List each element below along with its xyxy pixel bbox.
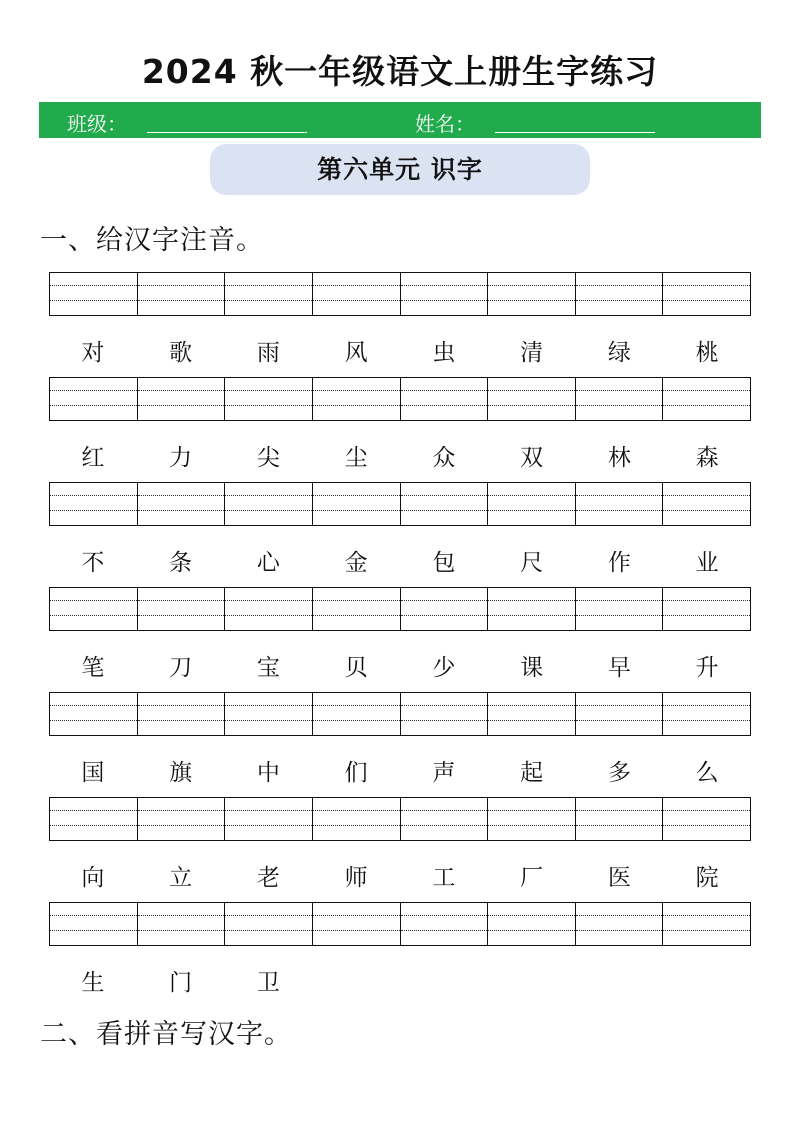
guide-line	[225, 915, 312, 916]
pinyin-writing-cell[interactable]	[576, 798, 664, 840]
hanzi-character: 宝	[256, 655, 280, 681]
hanzi-character: 旗	[169, 760, 193, 786]
guide-line	[488, 390, 575, 391]
guide-line	[138, 705, 225, 706]
guide-line	[663, 600, 750, 601]
guide-line	[50, 285, 137, 286]
hanzi-character: 升	[695, 655, 719, 681]
guide-line	[50, 615, 137, 616]
hanzi-character: 向	[81, 865, 105, 891]
hanzi-character: 不	[81, 550, 105, 576]
guide-line	[663, 615, 750, 616]
hanzi-character: 虫	[432, 340, 456, 366]
guide-line	[401, 915, 488, 916]
hanzi-character	[663, 964, 751, 997]
guide-line	[138, 810, 225, 811]
guide-line	[401, 390, 488, 391]
pinyin-writing-cell[interactable]	[576, 903, 664, 945]
guide-line	[313, 390, 400, 391]
pinyin-grid-row	[49, 482, 751, 526]
pinyin-writing-cell[interactable]	[663, 588, 750, 630]
hanzi-character: 众	[432, 445, 456, 471]
character-row	[49, 334, 751, 367]
hanzi-character: 国	[81, 760, 105, 786]
name-blank-line[interactable]	[495, 132, 655, 133]
pinyin-writing-cell[interactable]	[488, 378, 576, 420]
guide-line	[50, 930, 137, 931]
guide-line	[313, 510, 400, 511]
hanzi-character: 课	[520, 655, 544, 681]
pinyin-writing-cell[interactable]	[401, 273, 489, 315]
character-row	[49, 754, 751, 787]
pinyin-writing-cell[interactable]	[401, 798, 489, 840]
pinyin-writing-cell[interactable]	[663, 798, 750, 840]
section-heading-write: 二、看拼音写汉字。	[40, 1019, 292, 1050]
guide-line	[663, 300, 750, 301]
hanzi-character: 金	[344, 550, 368, 576]
guide-line	[576, 825, 663, 826]
guide-line	[488, 810, 575, 811]
hanzi-character: 少	[432, 655, 456, 681]
pinyin-writing-cell[interactable]	[663, 693, 750, 735]
student-info-bar	[39, 102, 761, 138]
guide-line	[576, 705, 663, 706]
hanzi-character: 立	[169, 865, 193, 891]
pinyin-writing-cell[interactable]	[401, 903, 489, 945]
guide-line	[225, 390, 312, 391]
hanzi-character: 心	[256, 550, 280, 576]
hanzi-character: 生	[81, 970, 105, 996]
worksheet-title: 2024 秋一年级语文上册生字练习	[141, 52, 659, 91]
hanzi-character: 刀	[169, 655, 193, 681]
hanzi-character: 多	[607, 760, 631, 786]
hanzi-character: 绿	[607, 340, 631, 366]
guide-line	[313, 300, 400, 301]
guide-line	[225, 720, 312, 721]
guide-line	[138, 720, 225, 721]
hanzi-character: 风	[344, 340, 368, 366]
guide-line	[225, 405, 312, 406]
pinyin-writing-cell[interactable]	[663, 903, 750, 945]
hanzi-character: 尺	[520, 550, 544, 576]
pinyin-writing-cell[interactable]	[576, 378, 664, 420]
hanzi-character: 条	[169, 550, 193, 576]
guide-line	[138, 285, 225, 286]
guide-line	[488, 705, 575, 706]
pinyin-writing-cell[interactable]	[663, 273, 750, 315]
pinyin-writing-cell[interactable]	[313, 903, 401, 945]
guide-line	[401, 495, 488, 496]
pinyin-writing-cell[interactable]	[313, 693, 401, 735]
guide-line	[488, 615, 575, 616]
pinyin-writing-cell[interactable]	[50, 693, 138, 735]
section-heading-pinyin: 一、给汉字注音。	[40, 225, 264, 256]
pinyin-writing-cell[interactable]	[225, 798, 313, 840]
hanzi-character	[312, 964, 400, 997]
pinyin-writing-cell[interactable]	[576, 693, 664, 735]
guide-line	[576, 405, 663, 406]
guide-line	[663, 405, 750, 406]
guide-line	[225, 510, 312, 511]
guide-line	[138, 495, 225, 496]
guide-line	[663, 720, 750, 721]
pinyin-grid-row	[49, 692, 751, 736]
guide-line	[50, 600, 137, 601]
hanzi-character: 门	[169, 970, 193, 996]
guide-line	[50, 390, 137, 391]
guide-line	[488, 720, 575, 721]
guide-line	[401, 285, 488, 286]
guide-line	[138, 390, 225, 391]
pinyin-writing-cell[interactable]	[50, 798, 138, 840]
hanzi-character: 们	[344, 760, 368, 786]
pinyin-writing-cell[interactable]	[225, 903, 313, 945]
character-row	[49, 859, 751, 892]
hanzi-character: 包	[432, 550, 456, 576]
guide-line	[225, 615, 312, 616]
pinyin-writing-cell[interactable]	[576, 483, 664, 525]
guide-line	[488, 405, 575, 406]
pinyin-writing-cell[interactable]	[138, 693, 226, 735]
character-row	[49, 964, 751, 997]
guide-line	[663, 705, 750, 706]
guide-line	[576, 510, 663, 511]
guide-line	[138, 915, 225, 916]
pinyin-writing-cell[interactable]	[313, 273, 401, 315]
hanzi-character: 院	[695, 865, 719, 891]
guide-line	[313, 615, 400, 616]
guide-line	[313, 825, 400, 826]
pinyin-writing-cell[interactable]	[138, 378, 226, 420]
pinyin-writing-cell[interactable]	[313, 378, 401, 420]
hanzi-character: 清	[520, 340, 544, 366]
pinyin-writing-cell[interactable]	[313, 588, 401, 630]
guide-line	[576, 810, 663, 811]
hanzi-character: 双	[520, 445, 544, 471]
guide-line	[488, 600, 575, 601]
pinyin-writing-cell[interactable]	[576, 273, 664, 315]
pinyin-writing-cell[interactable]	[138, 588, 226, 630]
pinyin-writing-cell[interactable]	[663, 378, 750, 420]
pinyin-writing-cell[interactable]	[488, 483, 576, 525]
guide-line	[401, 930, 488, 931]
pinyin-writing-cell[interactable]	[50, 903, 138, 945]
pinyin-writing-cell[interactable]	[50, 483, 138, 525]
guide-line	[663, 390, 750, 391]
guide-line	[50, 300, 137, 301]
guide-line	[138, 600, 225, 601]
pinyin-writing-cell[interactable]	[225, 378, 313, 420]
guide-line	[50, 915, 137, 916]
guide-line	[313, 405, 400, 406]
pinyin-writing-cell[interactable]	[488, 273, 576, 315]
hanzi-character: 师	[344, 865, 368, 891]
pinyin-writing-cell[interactable]	[225, 693, 313, 735]
guide-line	[225, 285, 312, 286]
hanzi-character: 作	[607, 550, 631, 576]
pinyin-writing-cell[interactable]	[225, 588, 313, 630]
hanzi-character: 卫	[256, 970, 280, 996]
guide-line	[138, 825, 225, 826]
hanzi-character: 起	[520, 760, 544, 786]
guide-line	[401, 705, 488, 706]
pinyin-grid-row	[49, 377, 751, 421]
guide-line	[663, 510, 750, 511]
guide-line	[576, 285, 663, 286]
character-row	[49, 439, 751, 472]
class-blank-line[interactable]	[147, 132, 307, 133]
pinyin-writing-cell[interactable]	[313, 798, 401, 840]
guide-line	[50, 705, 137, 706]
guide-line	[225, 600, 312, 601]
pinyin-writing-cell[interactable]	[488, 693, 576, 735]
guide-line	[50, 405, 137, 406]
hanzi-character: 医	[607, 865, 631, 891]
pinyin-writing-cell[interactable]	[401, 693, 489, 735]
guide-line	[576, 930, 663, 931]
pinyin-grid-row	[49, 587, 751, 631]
unit-heading: 第六单元 识字	[210, 144, 590, 195]
pinyin-writing-cell[interactable]	[138, 798, 226, 840]
pinyin-writing-cell[interactable]	[488, 588, 576, 630]
pinyin-writing-cell[interactable]	[313, 483, 401, 525]
guide-line	[488, 300, 575, 301]
hanzi-character: 早	[607, 655, 631, 681]
pinyin-writing-cell[interactable]	[138, 483, 226, 525]
guide-line	[138, 930, 225, 931]
guide-line	[50, 825, 137, 826]
guide-line	[488, 510, 575, 511]
guide-line	[50, 810, 137, 811]
pinyin-writing-cell[interactable]	[225, 483, 313, 525]
hanzi-character: 歌	[169, 340, 193, 366]
guide-line	[488, 930, 575, 931]
guide-line	[488, 495, 575, 496]
hanzi-character: 红	[81, 445, 105, 471]
pinyin-writing-cell[interactable]	[663, 483, 750, 525]
character-row	[49, 544, 751, 577]
pinyin-writing-cell[interactable]	[576, 588, 664, 630]
pinyin-writing-cell[interactable]	[50, 378, 138, 420]
guide-line	[576, 615, 663, 616]
guide-line	[313, 285, 400, 286]
guide-line	[401, 810, 488, 811]
hanzi-character: 尖	[256, 445, 280, 471]
pinyin-writing-cell[interactable]	[225, 273, 313, 315]
guide-line	[576, 720, 663, 721]
guide-line	[663, 495, 750, 496]
hanzi-character	[400, 964, 488, 997]
guide-line	[138, 510, 225, 511]
class-label: 班级：	[67, 112, 127, 136]
hanzi-character: 力	[169, 445, 193, 471]
guide-line	[225, 810, 312, 811]
hanzi-character: 中	[256, 760, 280, 786]
pinyin-grid-row	[49, 272, 751, 316]
guide-line	[313, 600, 400, 601]
hanzi-character: 尘	[344, 445, 368, 471]
guide-line	[401, 300, 488, 301]
guide-line	[50, 495, 137, 496]
guide-line	[225, 300, 312, 301]
guide-line	[663, 285, 750, 286]
guide-line	[663, 915, 750, 916]
pinyin-writing-cell[interactable]	[50, 273, 138, 315]
guide-line	[401, 510, 488, 511]
guide-line	[138, 405, 225, 406]
guide-line	[576, 600, 663, 601]
guide-line	[663, 930, 750, 931]
guide-line	[576, 300, 663, 301]
guide-line	[225, 705, 312, 706]
hanzi-character: 贝	[344, 655, 368, 681]
guide-line	[138, 300, 225, 301]
guide-line	[225, 495, 312, 496]
guide-line	[576, 495, 663, 496]
guide-line	[488, 285, 575, 286]
hanzi-character	[488, 964, 576, 997]
guide-line	[225, 825, 312, 826]
guide-line	[138, 615, 225, 616]
hanzi-character: 业	[695, 550, 719, 576]
pinyin-writing-cell[interactable]	[138, 903, 226, 945]
guide-line	[313, 720, 400, 721]
guide-line	[313, 705, 400, 706]
guide-line	[401, 405, 488, 406]
name-label: 姓名：	[415, 112, 475, 136]
pinyin-writing-cell[interactable]	[401, 588, 489, 630]
guide-line	[50, 720, 137, 721]
character-row	[49, 649, 751, 682]
guide-line	[225, 930, 312, 931]
hanzi-character: 老	[256, 865, 280, 891]
hanzi-character: 森	[695, 445, 719, 471]
hanzi-character: 厂	[520, 865, 544, 891]
pinyin-grid-row	[49, 902, 751, 946]
pinyin-writing-cell[interactable]	[401, 378, 489, 420]
guide-line	[313, 495, 400, 496]
hanzi-character: 对	[81, 340, 105, 366]
guide-line	[576, 390, 663, 391]
guide-line	[50, 510, 137, 511]
pinyin-writing-cell[interactable]	[488, 798, 576, 840]
guide-line	[313, 810, 400, 811]
guide-line	[488, 915, 575, 916]
hanzi-character: 声	[432, 760, 456, 786]
pinyin-writing-cell[interactable]	[138, 273, 226, 315]
guide-line	[313, 915, 400, 916]
hanzi-character	[576, 964, 664, 997]
guide-line	[663, 825, 750, 826]
guide-line	[576, 915, 663, 916]
guide-line	[401, 720, 488, 721]
guide-line	[488, 825, 575, 826]
guide-line	[663, 810, 750, 811]
pinyin-writing-cell[interactable]	[50, 588, 138, 630]
hanzi-character: 么	[695, 760, 719, 786]
hanzi-character: 林	[607, 445, 631, 471]
pinyin-grid-row	[49, 797, 751, 841]
guide-line	[401, 615, 488, 616]
hanzi-character: 桃	[695, 340, 719, 366]
guide-line	[401, 600, 488, 601]
guide-line	[313, 930, 400, 931]
hanzi-character: 笔	[81, 655, 105, 681]
guide-line	[401, 825, 488, 826]
hanzi-character: 雨	[256, 340, 280, 366]
pinyin-writing-cell[interactable]	[401, 483, 489, 525]
pinyin-writing-cell[interactable]	[488, 903, 576, 945]
hanzi-character: 工	[432, 865, 456, 891]
